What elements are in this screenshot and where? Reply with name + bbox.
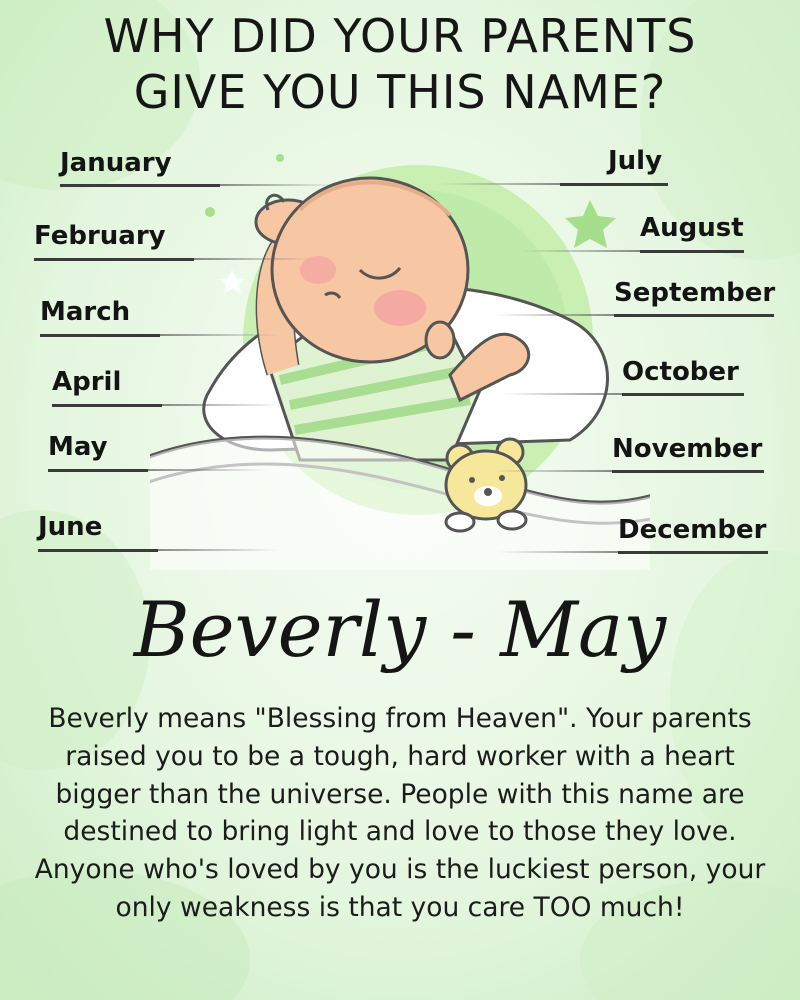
title-line-1: WHY DID YOUR PARENTS — [103, 9, 697, 63]
month-label-december: December — [618, 515, 767, 545]
star-icon — [219, 270, 245, 294]
month-rule-july — [560, 183, 668, 186]
month-rule-november — [612, 470, 764, 473]
month-rule-august — [640, 250, 744, 253]
star-icon — [565, 200, 616, 248]
month-label-november: November — [612, 434, 763, 464]
month-label-september: September — [614, 278, 776, 308]
teddy-bear-icon — [446, 439, 526, 531]
month-rule-december — [618, 551, 768, 554]
result-name: Beverly - May — [133, 585, 667, 674]
month-label-august: August — [640, 213, 744, 243]
month-rule-february — [34, 258, 194, 261]
month-rule-june — [38, 549, 158, 552]
month-label-july: July — [608, 146, 663, 176]
month-rule-may — [48, 469, 148, 472]
month-label-june: June — [38, 512, 103, 542]
month-rule-april — [52, 404, 162, 407]
month-rule-january — [60, 184, 220, 187]
month-label-april: April — [52, 367, 122, 397]
month-label-february: February — [34, 221, 166, 251]
month-rule-september — [614, 314, 774, 317]
month-label-january: January — [60, 148, 172, 178]
month-label-may: May — [48, 432, 108, 462]
month-rule-march — [40, 334, 160, 337]
month-label-october: October — [622, 357, 739, 387]
result-description: Beverly means "Blessing from Heaven". Your parents raised you to be a tough, hard worker with a heart bigger than the universe. People with this name are destined to bring light and love to those they love. Anyone who's loved by you is the luckiest person, your only weakness is that you care TOO much! — [34, 703, 766, 923]
month-label-march: March — [40, 297, 131, 327]
sleeping-baby-illustration — [150, 140, 650, 570]
month-rule-october — [622, 393, 744, 396]
title-line-2: GIVE YOU THIS NAME? — [133, 65, 667, 119]
